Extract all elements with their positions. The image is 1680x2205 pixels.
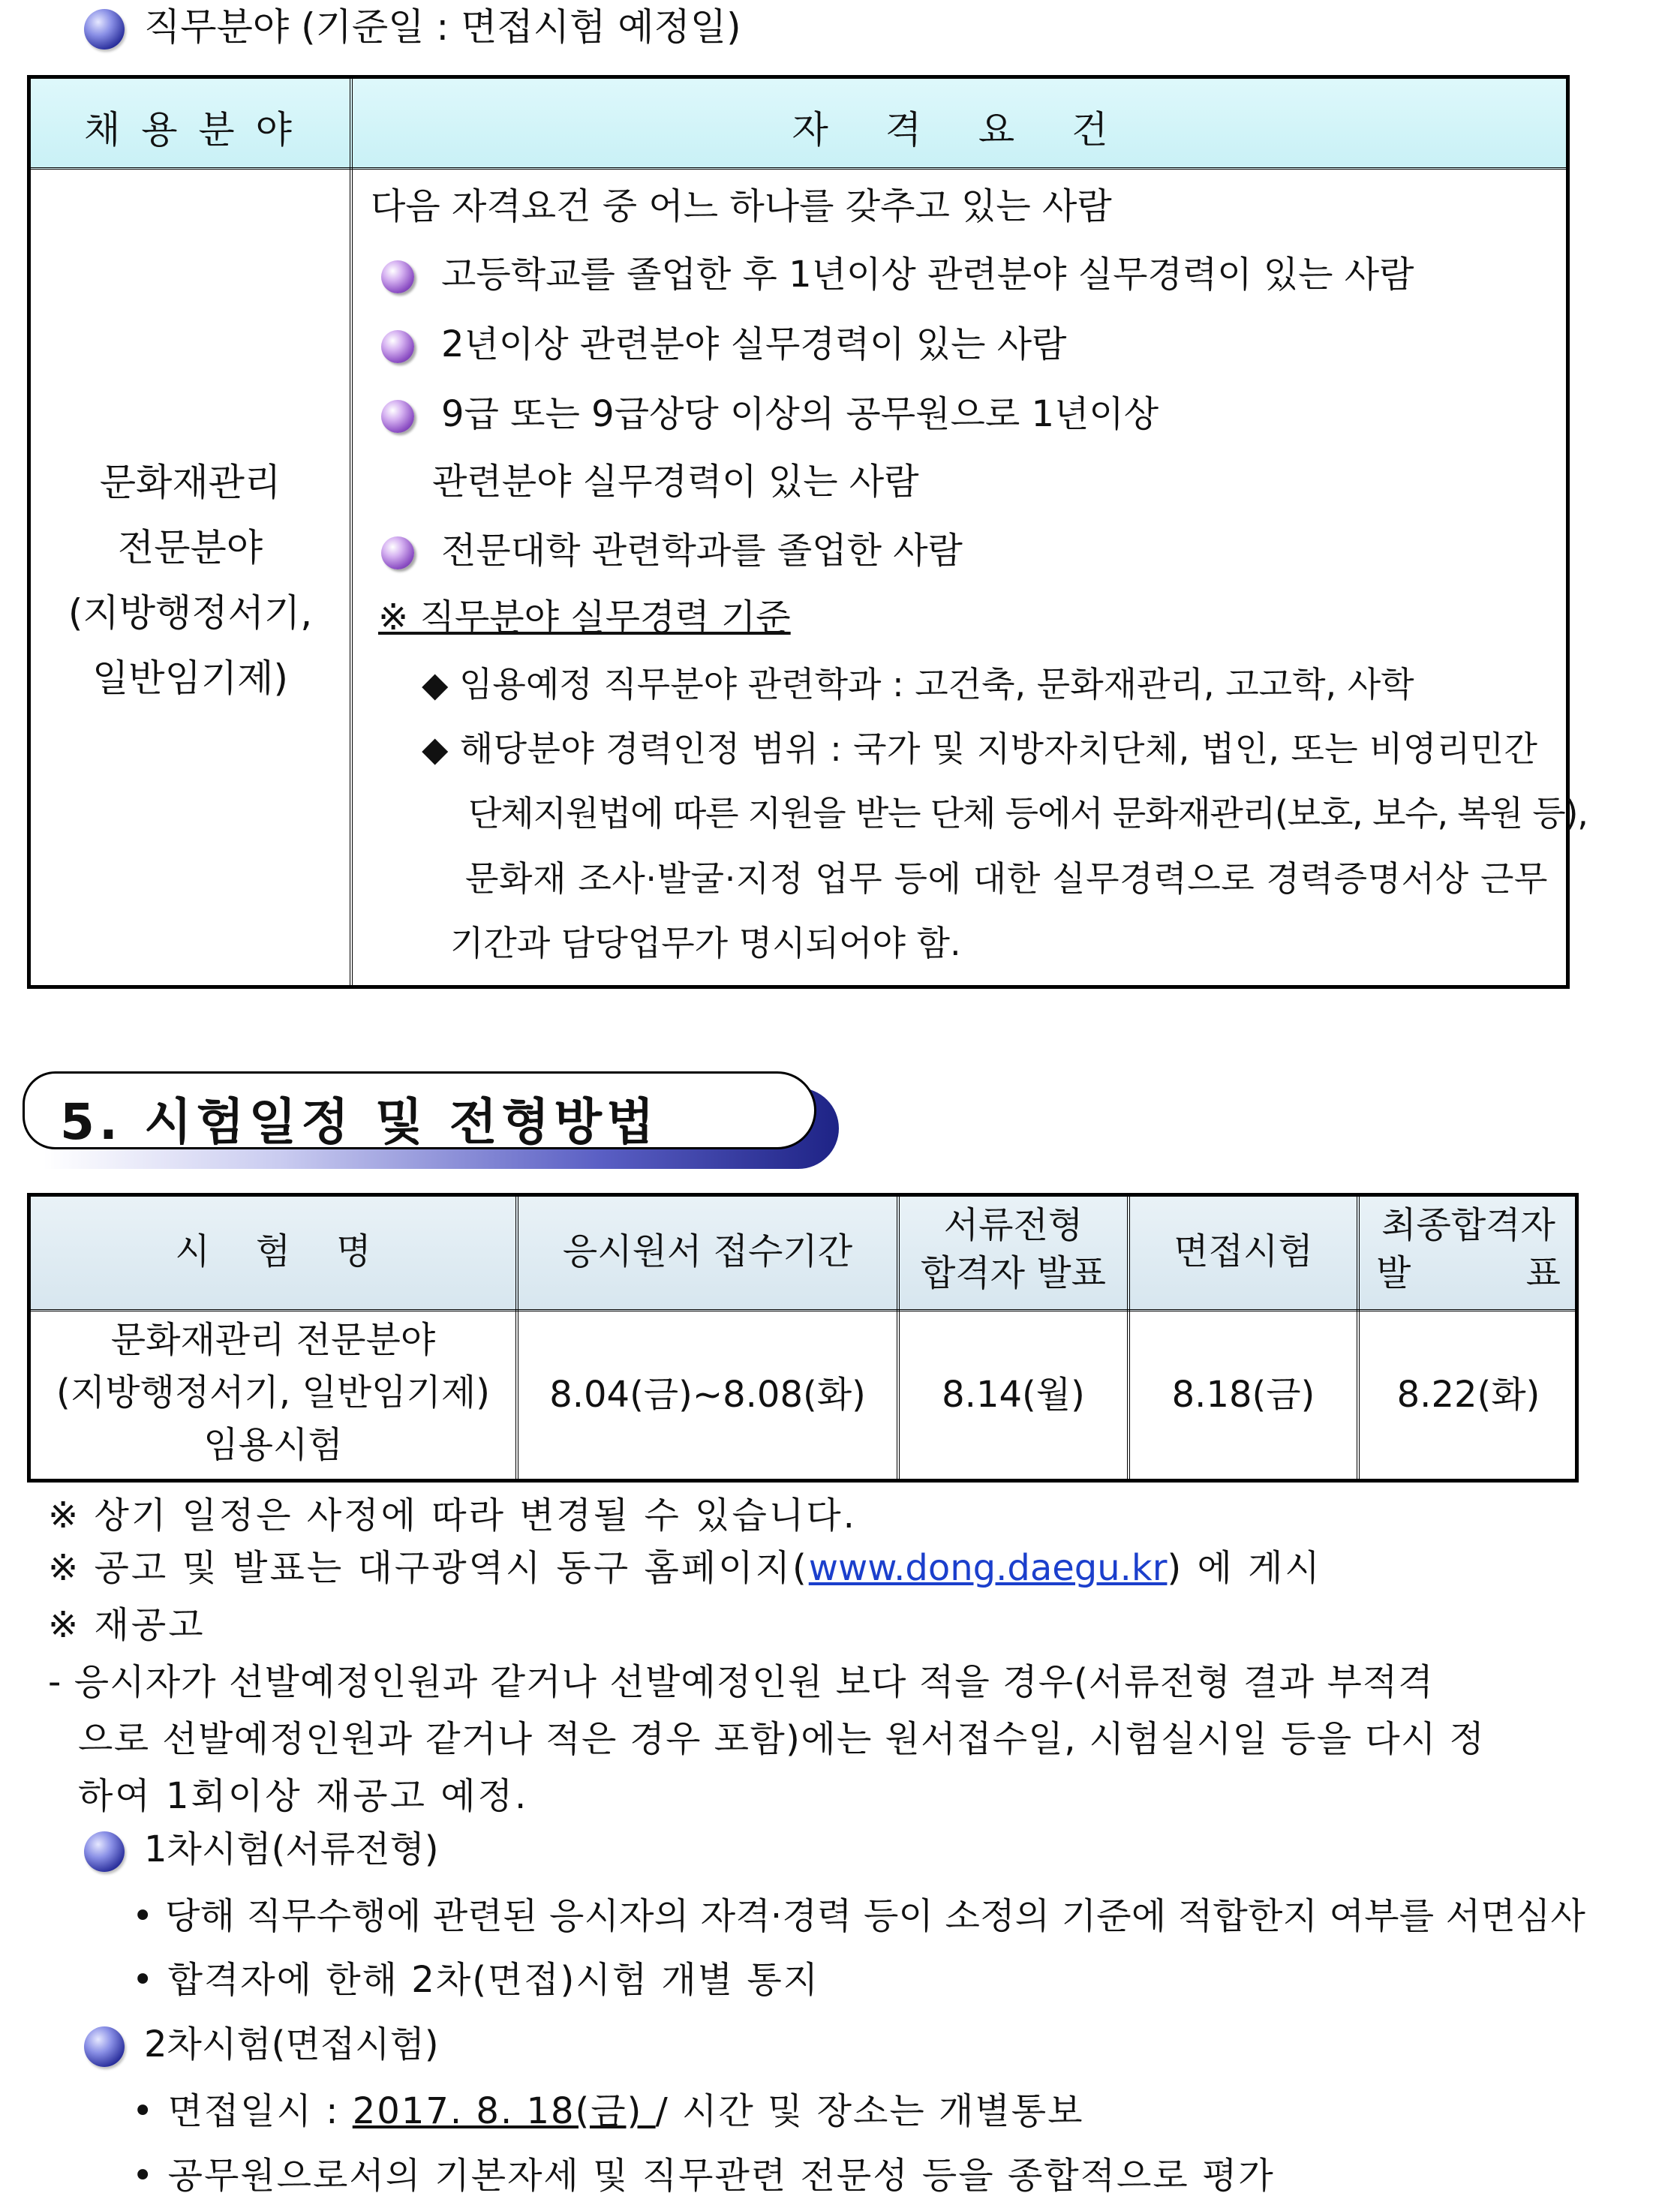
announcement-note xyxy=(48,1547,1322,1589)
field-line: 전문분야 xyxy=(117,526,263,569)
exam2-bullet-icon xyxy=(84,2026,125,2067)
exam1-bullet: • 당해 직무수행에 관련된 응시자의 자격·경력 등이 소정의 기준에 적합한지 여부를 서면심사 xyxy=(132,1895,1586,1937)
experience-criteria-title: ※ 직무분야 실무경력 기준 xyxy=(378,596,791,638)
section-5-banner xyxy=(23,1071,833,1169)
related-majors: ◆ 임용예정 직무분야 관련학과 : 고건축, 문화재관리, 고고학, 사학 xyxy=(422,664,1414,704)
interview-date: 8.18(금) xyxy=(1171,1374,1315,1416)
interview-date-line xyxy=(132,2090,1084,2132)
exam2-bullet: • 공무원으로서의 기본자세 및 직무관련 전문성 등을 종합적으로 평가 xyxy=(132,2155,1275,2197)
experience-scope-line: 문화재 조사·발굴·지정 업무 등에 대한 실무경력으로 경력증명서상 근무 xyxy=(465,858,1549,899)
interview-date-value: 2017. 8. 18(금) xyxy=(352,2090,656,2132)
exam-name-line: (지방행정서기, 일반임기제) xyxy=(56,1371,491,1413)
exam-name-cell xyxy=(31,1314,515,1471)
interview-date-note: / 시간 및 장소는 개별통보 xyxy=(655,2090,1084,2132)
header-interview: 면접시험 xyxy=(1174,1230,1313,1272)
qualification-item: 고등학교를 졸업한 후 1년이상 관련분야 실무경력이 있는 사람 xyxy=(441,254,1414,296)
purple-bullet-icon xyxy=(381,330,414,363)
exam-name-line: 문화재관리 전문분야 xyxy=(110,1319,436,1361)
header-line: 합격자 발표 xyxy=(920,1252,1107,1294)
job-field-heading: 직무분야 (기준일 : 면접시험 예정일) xyxy=(144,5,741,49)
announcement-note-text: ) 에 게시 xyxy=(1167,1547,1322,1589)
header-document-screening xyxy=(900,1201,1127,1297)
exam1-bullet-icon xyxy=(84,1831,125,1872)
application-period-value: 8.04(금)~8.08(화) xyxy=(549,1374,866,1416)
homepage-link[interactable]: www.dong.daegu.kr xyxy=(808,1547,1168,1589)
exam2-title: 2차시험(면접시험) xyxy=(144,2023,439,2065)
repost-note-title: ※ 재공고 xyxy=(48,1604,206,1646)
header-qualifications: 자 격 요 건 xyxy=(792,108,1131,152)
field-line: (지방행정서기, xyxy=(68,591,313,635)
header-line: 서류전형 xyxy=(943,1204,1083,1246)
exam1-bullet: • 합격자에 한해 2차(면접)시험 개별 통지 xyxy=(132,1959,820,2001)
purple-bullet-icon xyxy=(381,400,414,433)
field-line: 문화재관리 xyxy=(99,461,281,504)
experience-scope-line: 단체지원법에 따른 지원을 받는 단체 등에서 문화재관리(보호, 보수, 복원 등), xyxy=(468,793,1588,834)
qualification-item: 2년이상 관련분야 실무경력이 있는 사람 xyxy=(441,323,1067,365)
header-line xyxy=(1360,1249,1577,1297)
field-line: 일반임기제) xyxy=(92,656,288,700)
qualification-item-continued: 관련분야 실무경력이 있는 사람 xyxy=(432,461,919,503)
final-announcement-date: 8.22(화) xyxy=(1396,1374,1540,1416)
header-application-period: 응시원서 접수기간 xyxy=(562,1230,853,1272)
column-divider xyxy=(350,79,353,985)
purple-bullet-icon xyxy=(381,260,414,293)
header-char: 발 xyxy=(1376,1252,1411,1294)
schedule-change-note: ※ 상기 일정은 사정에 따라 변경될 수 있습니다. xyxy=(48,1495,857,1537)
repost-line: 하여 1회이상 재공고 예정. xyxy=(78,1775,529,1817)
qualification-item: 전문대학 관련학과를 졸업한 사람 xyxy=(441,530,963,572)
qualification-item: 9급 또는 9급상당 이상의 공무원으로 1년이상 xyxy=(441,393,1159,435)
repost-line: 으로 선발예정인원과 같거나 적은 경우 포함)에는 원서접수일, 시험실시일 등을 다시 정 xyxy=(78,1718,1486,1760)
schedule-table xyxy=(27,1193,1579,1483)
interview-date-label: • 면접일시 : xyxy=(132,2090,353,2132)
header-recruit-field: 채 용 분 야 xyxy=(84,108,296,152)
exam-name-line: 임용시험 xyxy=(203,1424,343,1466)
field-name-cell xyxy=(31,450,350,711)
document-result-date: 8.14(월) xyxy=(942,1374,1085,1416)
qualification-intro: 다음 자격요건 중 어느 하나를 갖추고 있는 사람 xyxy=(371,185,1112,227)
header-exam-name: 시 험 명 xyxy=(175,1230,371,1272)
exam1-title: 1차시험(서류전형) xyxy=(144,1828,439,1870)
purple-bullet-icon xyxy=(381,536,414,569)
repost-line: - 응시자가 선발예정인원과 같거나 선발예정인원 보다 적을 경우(서류전형 결과 부적격 xyxy=(48,1661,1434,1703)
section-5-title: 5. 시험일정 및 전형방법 xyxy=(60,1093,659,1151)
heading-bullet-icon xyxy=(84,9,125,50)
experience-scope-line: ◆ 해당분야 경력인정 범위 : 국가 및 지방자치단체, 법인, 또는 비영리민간 xyxy=(422,728,1538,769)
header-line: 최종합격자 xyxy=(1381,1204,1555,1246)
header-final-announcement xyxy=(1360,1201,1577,1297)
header-char: 표 xyxy=(1525,1252,1561,1294)
announcement-note-text: ※ 공고 및 발표는 대구광역시 동구 홈페이지( xyxy=(48,1547,809,1589)
experience-scope-line: 기간과 담당업무가 명시되어야 함. xyxy=(450,923,961,963)
